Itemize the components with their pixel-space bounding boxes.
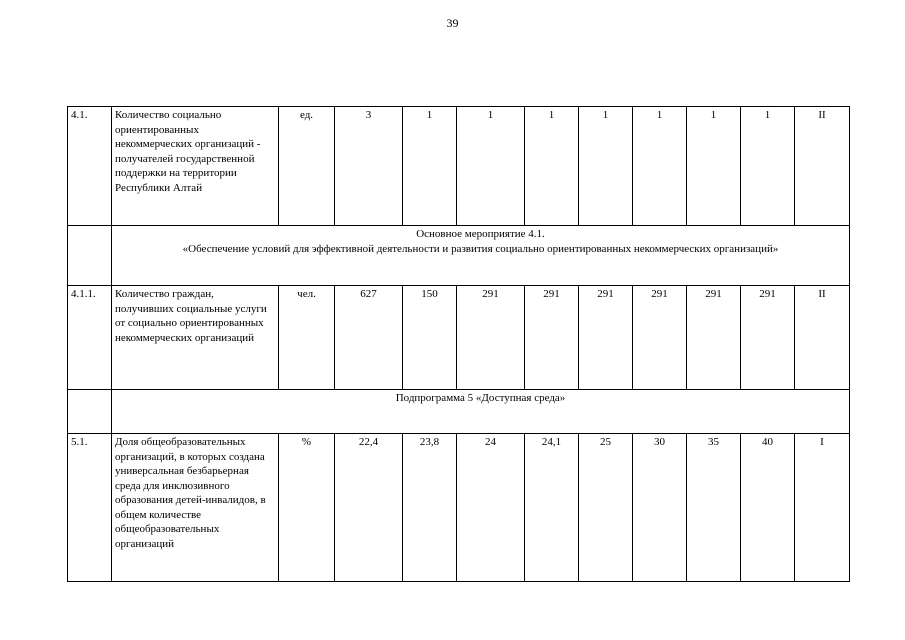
type-cell: II (795, 107, 850, 226)
value-cell: 1 (741, 107, 795, 226)
value-cell: 24,1 (525, 434, 579, 582)
indicators-table (67, 106, 850, 582)
value-cell: 627 (335, 286, 403, 390)
section-row (68, 390, 850, 434)
value-cell: 40 (741, 434, 795, 582)
indicator-name: Количество социально ориентированных некоммерческих организаций - получателей государственной поддержки на территории Республики Алтай (112, 107, 279, 226)
indicator-name: Количество граждан, получивших социальные услуги от социально ориентированных некоммерческих организаций (112, 286, 279, 390)
table-row (68, 286, 850, 390)
value-cell: 291 (633, 286, 687, 390)
value-cell: 291 (741, 286, 795, 390)
value-cell: 22,4 (335, 434, 403, 582)
unit-cell: ед. (279, 107, 335, 226)
value-cell: 35 (687, 434, 741, 582)
value-cell: 1 (525, 107, 579, 226)
value-cell: 1 (687, 107, 741, 226)
value-cell: 23,8 (403, 434, 457, 582)
unit-cell: % (279, 434, 335, 582)
row-number: 4.1.1. (68, 286, 112, 390)
table-row (68, 434, 850, 582)
table-row (68, 107, 850, 226)
row-number: 5.1. (68, 434, 112, 582)
value-cell: 30 (633, 434, 687, 582)
value-cell: 1 (579, 107, 633, 226)
section-title (112, 390, 850, 434)
value-cell: 3 (335, 107, 403, 226)
section-line-2: «Обеспечение условий для эффективной деятельности и развития социально ориентированных некоммерческих организаций» (182, 242, 779, 255)
type-cell: II (795, 286, 850, 390)
section-line-1: Подпрограмма 5 «Доступная среда» (395, 392, 566, 404)
empty-cell (68, 390, 112, 434)
empty-cell (68, 226, 112, 286)
unit-cell: чел. (279, 286, 335, 390)
row-number: 4.1. (68, 107, 112, 226)
value-cell: 291 (687, 286, 741, 390)
section-line-1: Основное мероприятие 4.1. (416, 228, 545, 240)
value-cell: 24 (457, 434, 525, 582)
section-row (68, 226, 850, 286)
type-cell: I (795, 434, 850, 582)
value-cell: 291 (579, 286, 633, 390)
indicator-name: Доля общеобразовательных организаций, в которых создана универсальная безбарьерная среда для инклюзивного образования детей-инвалидов, в общем количестве общеобразовательных организаций (112, 434, 279, 582)
value-cell: 291 (525, 286, 579, 390)
value-cell: 291 (457, 286, 525, 390)
value-cell: 150 (403, 286, 457, 390)
value-cell: 1 (633, 107, 687, 226)
value-cell: 1 (457, 107, 525, 226)
value-cell: 25 (579, 434, 633, 582)
section-title (112, 226, 850, 286)
value-cell: 1 (403, 107, 457, 226)
page-number: 39 (446, 16, 459, 30)
